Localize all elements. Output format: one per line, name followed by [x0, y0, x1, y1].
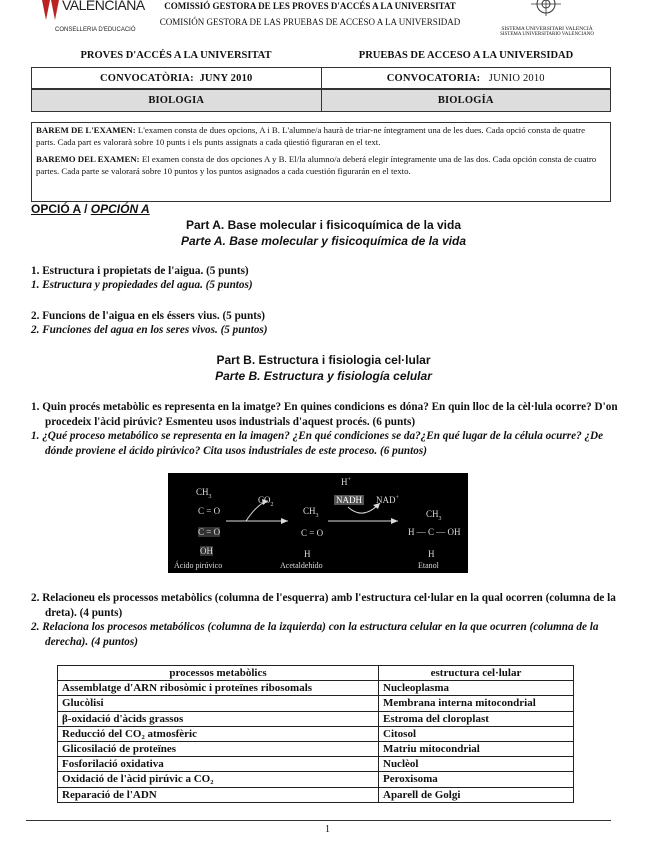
h-ethanol: H: [428, 549, 435, 559]
header-title-es: COMISIÓN GESTORA DE LAS PRUEBAS DE ACCESO A LA UNIVERSIDAD: [159, 17, 461, 27]
col-header-structures: estructura cel·lular: [379, 666, 574, 681]
ch3-acetaldehyde: $CH_3$: [303, 506, 319, 519]
convocatoria-row: [31, 67, 611, 89]
label-ethanol: Etanol: [418, 561, 439, 570]
matching-table: [57, 665, 574, 803]
table-row: [58, 681, 574, 696]
barem-va: [36, 125, 606, 148]
option-sep: /: [80, 202, 91, 216]
exam-title-row: [31, 50, 611, 66]
convocatoria-va-value: JUNY 2010: [199, 72, 253, 84]
process-cell: Reparació de l'ADN: [58, 787, 379, 802]
generalitat-logo: [40, 0, 145, 36]
partB-title-es: Parte B. Estructura y fisiología celular: [215, 369, 432, 383]
subject-row: [31, 89, 611, 112]
partA-q2-es: 2. Funciones del agua en los seres vivos. (5 puntos): [31, 324, 268, 336]
ch3-acetaldehyde-text: CH: [303, 506, 316, 516]
fermentation-diagram: [168, 473, 468, 573]
hcoh-ethanol: H — C — OH: [408, 527, 461, 537]
convocatoria-es-value: JUNIO 2010: [488, 72, 545, 84]
structure-cell: Peroxisoma: [379, 772, 574, 787]
barem-box: [31, 122, 611, 202]
process-cell: Assemblatge d'ARN ribosòmic i proteïnes ribosomals: [58, 681, 379, 696]
convocatoria-es-label: CONVOCATORIA:: [386, 72, 481, 84]
partA-title-va: Part A. Base molecular i fisicoquímica de la vida: [186, 218, 461, 232]
barem-es-text: El examen consta de dos opciones A y B. El/la alumno/a deberá elegir íntegramente una de las dos. Cada opción consta de cuatro partes. Cada parte se valorará sobre 10 puntos y los puntos asignados a cada cuestión figurarán en el texto.: [36, 154, 597, 176]
h-plus-text: H: [341, 477, 348, 487]
option-es: OPCIÓN A: [90, 202, 150, 216]
partB-q1-es: 1. ¿Qué proceso metabólico se representa en la imagen? ¿En qué condiciones se da?¿En qué lugar de la célula ocurre? ¿De dónde proviene el ácido pirúvico? Cita usos industriales de este proceso. (6 puntos): [31, 430, 604, 457]
structure-cell: Matriu mitocondrial: [379, 741, 574, 756]
ch3-ethanol-text: CH: [426, 509, 439, 519]
convocatoria-va: [32, 68, 321, 88]
structure-cell: Membrana interna mitocondrial: [379, 696, 574, 711]
option-va: OPCIÓ A: [31, 202, 81, 216]
col-header-processes: processos metabòlics: [58, 666, 379, 681]
nadh-label: NADH: [336, 495, 362, 505]
oh-pyruvic: OH: [200, 546, 213, 556]
partB-q2-es: 2. Relaciona los procesos metabólicos (columna de la izquierda) con la estructura celular en la que ocurren (columna de la derecha). (4 puntos): [31, 621, 599, 648]
c-o-acetaldehyde: C = O: [301, 528, 324, 538]
process-cell: Oxidació de l'àcid pirúvic a CO₂: [58, 772, 379, 787]
h-acetaldehyde: H: [304, 549, 311, 559]
page-number: 1: [325, 824, 330, 835]
barem-es: [36, 154, 606, 177]
convocatoria-va-label: CONVOCATÒRIA:: [100, 72, 194, 84]
table-row: [58, 757, 574, 772]
process-cell: Glucòlisi: [58, 696, 379, 711]
option-heading: [31, 202, 150, 216]
partA-q2-va: 2. Funcions de l'aigua en els éssers vius. (5 punts): [31, 310, 266, 322]
partB-q1-va: 1. Quin procés metabòlic es representa en la imatge? En quines condicions es dóna? En quin lloc de la cèl·lula ocorre? D'on procedeix l'àcid pirúvic? Esmenteu usos industrials d'aquest procés. (6 punts): [31, 401, 618, 428]
structure-cell: Nucleoplasma: [379, 681, 574, 696]
subject-va: BIOLOGIA: [148, 95, 205, 106]
nad-text: NAD: [376, 495, 396, 505]
label-pyruvic: Ácido pirúvico: [174, 561, 223, 570]
ch3-label: CH: [196, 487, 209, 497]
partA-title-es: Parte A. Base molecular y fisicoquímica de la vida: [180, 234, 466, 248]
structure-cell: Citosol: [379, 726, 574, 741]
partA-q1-es: 1. Estructura y propiedades del agua. (5 puntos): [31, 279, 253, 291]
table-row: [58, 772, 574, 787]
process-cell: β-oxidació d'àcids grassos: [58, 711, 379, 726]
label-acetaldehyde: Acetaldehído: [280, 561, 323, 570]
h-plus-label: H+: [341, 477, 351, 487]
table-row: [58, 787, 574, 802]
exam-title-va: PROVES D'ACCÉS A LA UNIVERSITAT: [80, 50, 272, 61]
nad-label: NAD+: [376, 495, 399, 505]
barem-es-label: BAREMO DEL EXAMEN:: [36, 154, 140, 164]
table-row: [58, 726, 574, 741]
structure-cell: Nuclèol: [379, 757, 574, 772]
sistema-universitari-logo: [488, 0, 606, 40]
process-cell: Glicosilació de proteïnes: [58, 741, 379, 756]
footer-rule: [26, 820, 611, 821]
partA-q1-va: 1. Estructura i propietats de l'aigua. (5 punts): [31, 265, 249, 277]
generalitat-emblem-icon: [40, 0, 62, 22]
subject-es: BIOLOGÍA: [321, 90, 611, 111]
process-cell: Fosforilació oxidativa: [58, 757, 379, 772]
partB-q2-va: 2. Relacioneu els processos metabòlics (columna de l'esquerra) amb l'estructura cel·lular en la qual ocorren (columna de la dreta). (4 punts): [31, 592, 616, 619]
process-cell: Reducció del CO₂ atmosfèric: [58, 726, 379, 741]
ch3-pyruvic: $CH_3$: [196, 487, 212, 500]
table-row: [58, 741, 574, 756]
barem-va-text: L'examen consta de dues opcions, A i B. L'alumne/a haurà de triar-ne íntegrament una de les dues. Cada opció consta de quatre parts. Cada part es valorarà sobre 10 punts i els punts assignats a cada qüestió figuraran en el text.: [36, 125, 585, 147]
table-row: [58, 696, 574, 711]
exam-title-es: PRUEBAS DE ACCESO A LA UNIVERSIDAD: [358, 50, 574, 61]
co2-label: $CO_2$: [258, 495, 274, 508]
c-o-1: C = O: [198, 506, 221, 516]
sistema-text-2: SISTEMA UNIVERSITARIO VALENCIANO: [500, 32, 594, 37]
ch3-ethanol: $CH_3$: [426, 509, 442, 522]
table-row: [58, 711, 574, 726]
co2-text: CO: [258, 495, 271, 505]
sistema-text-1: SISTEMA UNIVERSITARI VALENCIÀ: [501, 26, 593, 32]
sun-emblem-icon: [526, 0, 566, 22]
barem-va-label: BAREM DE L'EXAMEN:: [36, 125, 136, 135]
logo-text: VALENCIANA: [62, 0, 145, 13]
diagram-arrows: [168, 473, 468, 573]
structure-cell: Estroma del cloroplast: [379, 711, 574, 726]
structure-cell: Aparell de Golgi: [379, 787, 574, 802]
logo-subtext: CONSELLERIA D'EDUCACIÓ: [55, 27, 136, 33]
header-title-va: COMISSIÓ GESTORA DE LES PROVES D'ACCÉS A LA UNIVERSITAT: [164, 1, 456, 11]
partB-title-va: Part B. Estructura i fisiologia cel·lular: [216, 353, 431, 367]
c-o-2: C = O: [198, 527, 221, 537]
table-header-row: [58, 666, 574, 681]
convocatoria-es: [321, 68, 611, 88]
